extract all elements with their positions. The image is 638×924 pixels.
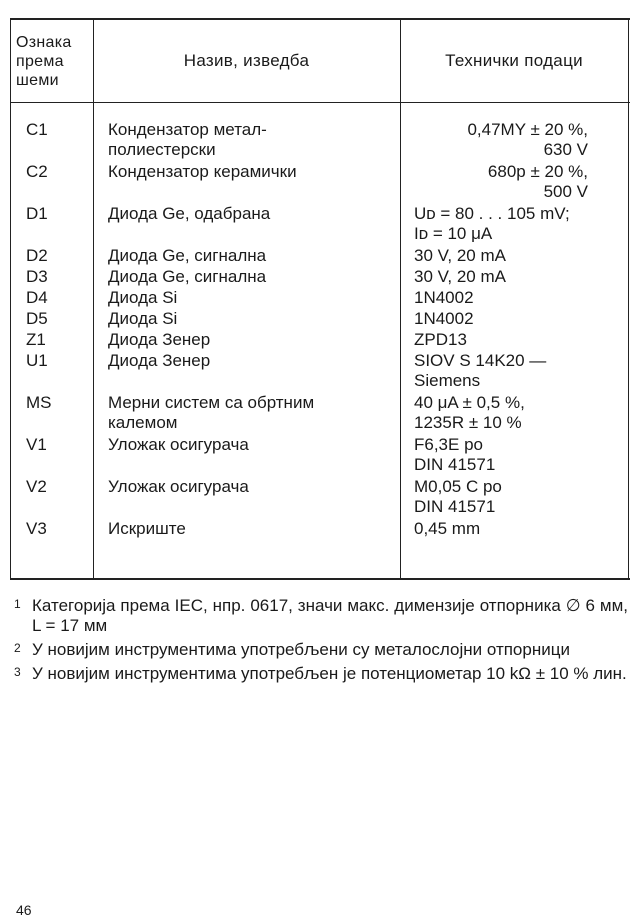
footnote-number: 2 [14, 641, 21, 655]
component-name-line: Диода Ge, одабрана [108, 204, 271, 223]
header-divider [10, 102, 630, 103]
column-divider-2 [400, 20, 401, 578]
component-designation: V2 [26, 477, 47, 496]
table-border-right [628, 20, 629, 578]
component-name [108, 477, 398, 497]
component-name-line: калемом [108, 413, 178, 432]
component-name-line: Диода Ge, сигнална [108, 267, 267, 286]
component-designation: D4 [26, 288, 48, 307]
component-spec-line: 500 V [543, 182, 588, 201]
component-designation: U1 [26, 351, 48, 370]
footnote [14, 664, 628, 684]
components-table [10, 18, 630, 580]
header-designation-line: према [16, 52, 64, 70]
component-spec-line: 1N4002 [414, 309, 474, 328]
table-border-left [10, 20, 11, 578]
component-name-line: Искриште [108, 519, 186, 538]
component-name [108, 519, 398, 539]
component-specs [414, 393, 624, 433]
component-spec-line: SIOV S 14K20 — [414, 351, 547, 370]
footnote [14, 596, 628, 636]
footnote-text: У новијим инструментима употребљени су металослојни отпорници [32, 640, 570, 659]
component-name-line: Мерни систем са обртним [108, 393, 315, 412]
component-spec-line: 0,47MY ± 20 %, [467, 120, 588, 139]
component-name-line: Уложак осигурача [108, 477, 249, 496]
footnote-text: У новијим инструментима употребљен је потенциометар 10 kΩ ± 10 % лин. [32, 664, 627, 683]
component-specs [414, 435, 624, 475]
footnote-number: 1 [14, 597, 21, 611]
header-designation [16, 20, 93, 102]
component-specs [414, 162, 588, 202]
header-designation-line: шеми [16, 71, 59, 89]
component-spec-line: DIN 41571 [414, 455, 496, 474]
component-spec-line: 680p ± 20 %, [487, 162, 588, 181]
component-spec-line: 630 V [543, 140, 588, 159]
component-spec-line: 30 V, 20 mA [414, 246, 506, 265]
component-name [108, 435, 398, 455]
component-specs [414, 519, 624, 539]
component-specs [414, 267, 624, 287]
component-designation: C1 [26, 120, 48, 139]
component-designation: D2 [26, 246, 48, 265]
header-designation-line: Ознака [16, 33, 72, 51]
component-name-line: полиестерски [108, 140, 216, 159]
component-name-line: Уложак осигурача [108, 435, 249, 454]
component-designation: D3 [26, 267, 48, 286]
component-designation: Z1 [26, 330, 46, 349]
component-specs [414, 246, 624, 266]
footnotes [14, 596, 628, 688]
component-spec-line: 1235R ± 10 % [414, 413, 522, 432]
component-designation: D1 [26, 204, 48, 223]
component-spec-line: Siemens [414, 371, 481, 390]
component-name [108, 393, 398, 433]
component-name [108, 309, 398, 329]
page-number: 46 [16, 902, 32, 918]
component-name [108, 267, 398, 287]
component-specs [414, 288, 624, 308]
component-spec-line: M0,05 C po [414, 477, 502, 496]
component-name-line: Диода Si [108, 288, 178, 307]
footnote-number: 3 [14, 665, 21, 679]
component-name [108, 351, 398, 371]
component-specs [414, 351, 624, 391]
component-specs [414, 204, 624, 244]
component-spec-line: 40 μA ± 0,5 %, [414, 393, 525, 412]
component-name-line: Кондензатор керамички [108, 162, 297, 181]
component-name [108, 120, 398, 160]
component-spec-line: F6,3E po [414, 435, 483, 454]
component-name-line: Диода Ge, сигнална [108, 246, 267, 265]
component-specs [414, 120, 588, 160]
component-designation: MS [26, 393, 52, 412]
column-divider-1 [93, 20, 94, 578]
component-name [108, 204, 398, 224]
component-specs [414, 309, 624, 329]
component-name [108, 162, 398, 182]
component-name [108, 288, 398, 308]
component-name-line: Диода Зенер [108, 330, 211, 349]
component-name [108, 330, 398, 350]
component-spec-line: 1N4002 [414, 288, 474, 307]
footnote-text: Категорија према IEC, нпр. 0617, значи макс. димензије отпорника ∅ 6 мм, L = 17 мм [32, 596, 628, 635]
component-name [108, 246, 398, 266]
component-designation: D5 [26, 309, 48, 328]
footnote [14, 640, 628, 660]
component-specs [414, 477, 624, 517]
component-spec-line: 0,45 mm [414, 519, 481, 538]
component-specs [414, 330, 624, 350]
header-name: Назив, изведба [183, 51, 310, 70]
component-spec-line: Iᴅ = 10 μA [414, 224, 493, 243]
component-designation: V1 [26, 435, 47, 454]
header-specs: Технички подаци [445, 51, 583, 70]
component-name-line: Диода Зенер [108, 351, 211, 370]
component-name-line: Диода Si [108, 309, 178, 328]
component-name-line: Кондензатор метал- [108, 120, 267, 139]
component-designation: C2 [26, 162, 48, 181]
component-designation: V3 [26, 519, 47, 538]
component-spec-line: DIN 41571 [414, 497, 496, 516]
component-spec-line: 30 V, 20 mA [414, 267, 506, 286]
component-spec-line: Uᴅ = 80 . . . 105 mV; [414, 204, 570, 223]
component-spec-line: ZPD13 [414, 330, 467, 349]
